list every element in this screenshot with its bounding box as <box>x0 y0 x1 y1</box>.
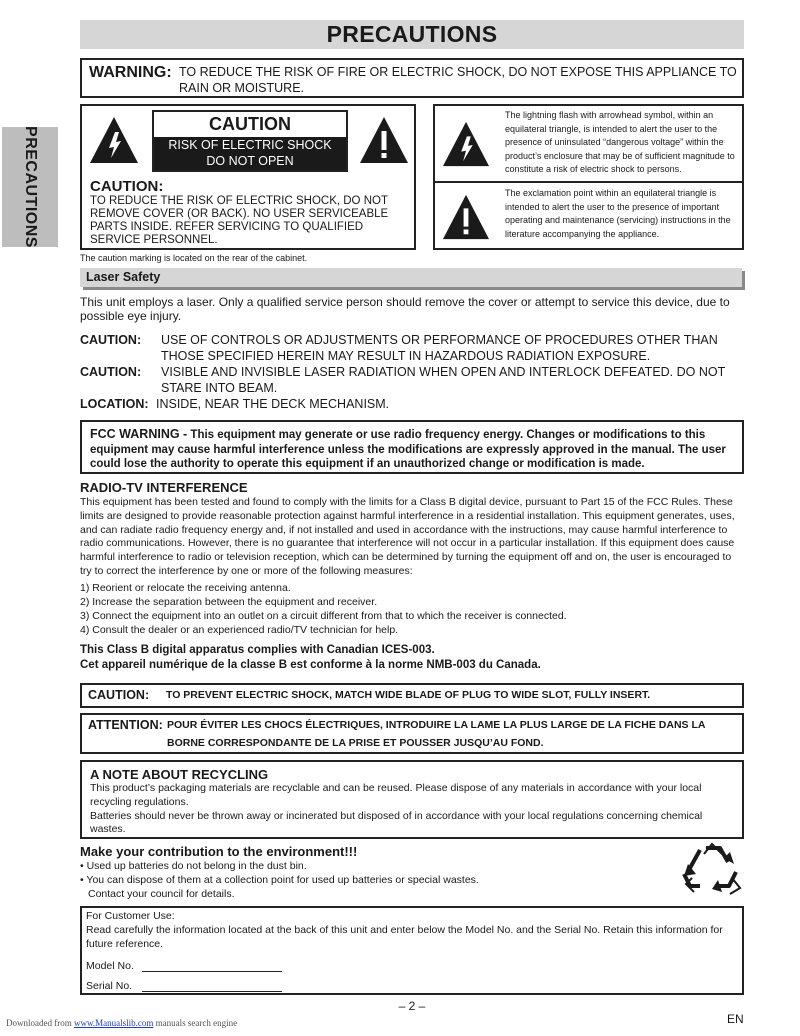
customer-use-instructions: Read carefully the information located at the back of this unit and enter below the Model No. and the Serial No. Retain this information for future reference. <box>86 924 723 950</box>
recycling-paragraph-1: This product’s packaging materials are recyclable and can be reused. Please dispose of any materials in accordance with your local recycling regulations. <box>90 782 702 808</box>
fcc-warning-label: FCC WARNING - <box>90 427 188 441</box>
canada-compliance-fr: Cet appareil numérique de la classe B est conforme à la norme NMB-003 du Canada. <box>80 659 541 671</box>
caution-banner-subtitle <box>154 137 346 170</box>
laser-caution-1-text: USE OF CONTROLS OR ADJUSTMENTS OR PERFORMANCE OF PROCEDURES OTHER THAN THOSE SPECIFIED HEREIN MAY RESULT IN HAZARDOUS RADIATION EXPOSURE. <box>161 333 718 363</box>
list-item: 4) Consult the dealer or an experienced radio/TV technician for help. <box>80 624 399 636</box>
plug-attention-label: ATTENTION: <box>88 718 163 732</box>
customer-use-title: For Customer Use: <box>86 910 175 922</box>
serial-number-field <box>142 991 282 992</box>
exclamation-warning-icon <box>358 115 410 165</box>
exclamation-symbol-icon <box>441 193 491 241</box>
laser-intro: This unit employs a laser. Only a qualified service person should remove the cover or attempt to service this device, due to possible eye injury. <box>80 295 730 323</box>
laser-caution-1-label: CAUTION: <box>80 333 142 347</box>
exclamation-symbol-description: The exclamation point within an equilateral triangle is intended to alert the user to the presence of important operating and maintenance (servicing) instructions in the literature accompanying the appliance. <box>505 188 731 239</box>
symbol-divider <box>435 181 742 183</box>
warning-label: WARNING: <box>89 64 172 81</box>
plug-caution-box <box>80 683 744 708</box>
language-indicator: EN <box>727 1012 744 1026</box>
model-number-field <box>142 971 282 972</box>
recycling-note-box <box>80 760 744 839</box>
list-item: 1) Reorient or relocate the receiving antenna. <box>80 582 291 594</box>
recycling-heading: A NOTE ABOUT RECYCLING <box>90 767 269 782</box>
recycling-paragraph-2: Batteries should never be thrown away or incinerated but disposed of in accordance with your local regulations concerning chemical wastes. <box>90 809 703 836</box>
section-heading-laser-safety: Laser Safety <box>80 268 742 287</box>
warning-text: TO REDUCE THE RISK OF FIRE OR ELECTRIC SHOCK, DO NOT EXPOSE THIS APPLIANCE TO RAIN OR MOISTURE. <box>179 65 737 95</box>
download-footer <box>6 1018 237 1028</box>
footer-downloaded-from: Downloaded from <box>6 1018 72 1028</box>
list-item: • Used up batteries do not belong in the dust bin. <box>80 860 307 872</box>
page-title: PRECAUTIONS <box>80 20 744 49</box>
radio-tv-heading: RADIO-TV INTERFERENCE <box>80 480 248 495</box>
plug-caution-text: TO PREVENT ELECTRIC SHOCK, MATCH WIDE BLADE OF PLUG TO WIDE SLOT, FULLY INSERT. <box>166 689 651 701</box>
symbol-explanation-box <box>433 104 744 250</box>
plug-attention-line2: BORNE CORRESPONDANTE DE LA PRISE ET POUSSER JUSQU’AU FOND. <box>167 737 544 749</box>
list-item: 3) Connect the equipment into an outlet on a circuit different from that to which the receiver is connected. <box>80 610 567 622</box>
laser-caution-2 <box>80 365 744 396</box>
side-tab-label: PRECAUTIONS <box>22 126 39 248</box>
laser-caution-2-text: VISIBLE AND INVISIBLE LASER RADIATION WHEN OPEN AND INTERLOCK DEFEATED. DO NOT STARE INTO BEAM. <box>161 365 726 395</box>
laser-location-text: INSIDE, NEAR THE DECK MECHANISM. <box>156 397 390 411</box>
laser-location-label: LOCATION: <box>80 397 149 411</box>
canada-compliance-en: This Class B digital apparatus complies with Canadian ICES-003. <box>80 644 435 656</box>
fcc-warning-text: This equipment may generate or use radio frequency energy. Changes or modifications to this equipment may cause harmful interference unless the modifications are expressly approved in the manual. The user could lose the authority to operate this equipment if an unauthorized change or modification is made. <box>90 429 726 470</box>
fcc-warning-box <box>80 420 744 474</box>
radio-tv-body: This equipment has been tested and found to comply with the limits for a Class B digital device, pursuant to Part 15 of the FCC Rules. These limits are designed to provide reasonable protection against harmful interference in a residential installation. This equipment generates, uses, and can radiate radio frequency energy and, if not installed and used in accordance with the instructions, may cause harmful interference to radio communications. However, there is no guarantee that interference will not occur in a particular installation. If this equipment does cause harmful interference to radio or television reception, which can be determined by turning the equipment off and on, the user is encouraged to try to correct the interference by one or more of the following measures: <box>80 496 735 577</box>
plug-caution-label: CAUTION: <box>88 688 150 702</box>
footer-tagline: manuals search engine <box>155 1018 238 1028</box>
laser-location <box>80 397 744 413</box>
caution-banner-line1: RISK OF ELECTRIC SHOCK <box>168 138 332 152</box>
caution-body: TO REDUCE THE RISK OF ELECTRIC SHOCK, DO NOT REMOVE COVER (OR BACK). NO USER SERVICEABLE PARTS INSIDE. REFER SERVICING TO QUALIFIED SERVICE PERSONNEL. <box>90 195 389 246</box>
list-item: Contact your council for details. <box>88 888 235 900</box>
footer-site-link[interactable]: www.Manualslib.com <box>73 1018 154 1028</box>
plug-attention-line1: POUR ÉVITER LES CHOCS ÉLECTRIQUES, INTRODUIRE LA LAME LA PLUS LARGE DE LA FICHE DANS LA <box>167 719 706 731</box>
lightning-symbol-icon <box>441 120 491 168</box>
lightning-warning-icon <box>88 115 140 165</box>
recycling-body <box>90 782 735 837</box>
customer-use-box <box>80 906 744 995</box>
page-number: – 2 – <box>398 999 426 1013</box>
recycle-icon <box>682 842 744 900</box>
caution-label-box <box>80 104 416 250</box>
environment-heading: Make your contribution to the environment!!! <box>80 844 358 859</box>
laser-caution-2-label: CAUTION: <box>80 365 142 379</box>
caution-heading: CAUTION: <box>90 178 164 195</box>
caution-banner <box>152 110 348 172</box>
model-number-label: Model No. <box>86 960 134 972</box>
list-item: 2) Increase the separation between the equipment and receiver. <box>80 596 378 608</box>
list-item: • You can dispose of them at a collection point for used up batteries or special wastes. <box>80 874 479 886</box>
caution-banner-title: CAUTION <box>209 114 291 134</box>
side-section-tab <box>2 127 58 247</box>
caution-marking-note: The caution marking is located on the rear of the cabinet. <box>80 253 308 263</box>
laser-caution-1 <box>80 333 744 364</box>
serial-number-label: Serial No. <box>86 980 133 992</box>
lightning-symbol-description: The lightning flash with arrowhead symbol, within an equilateral triangle, is intended to alert the user to the presence of uninsulated “dangerous voltage” within the product’s enclosure that may be of sufficient magnitude to constitute a risk of electric shock to persons. <box>505 110 735 174</box>
plug-attention-box <box>80 713 744 754</box>
warning-box <box>80 58 744 98</box>
caution-banner-line2: DO NOT OPEN <box>206 153 294 168</box>
